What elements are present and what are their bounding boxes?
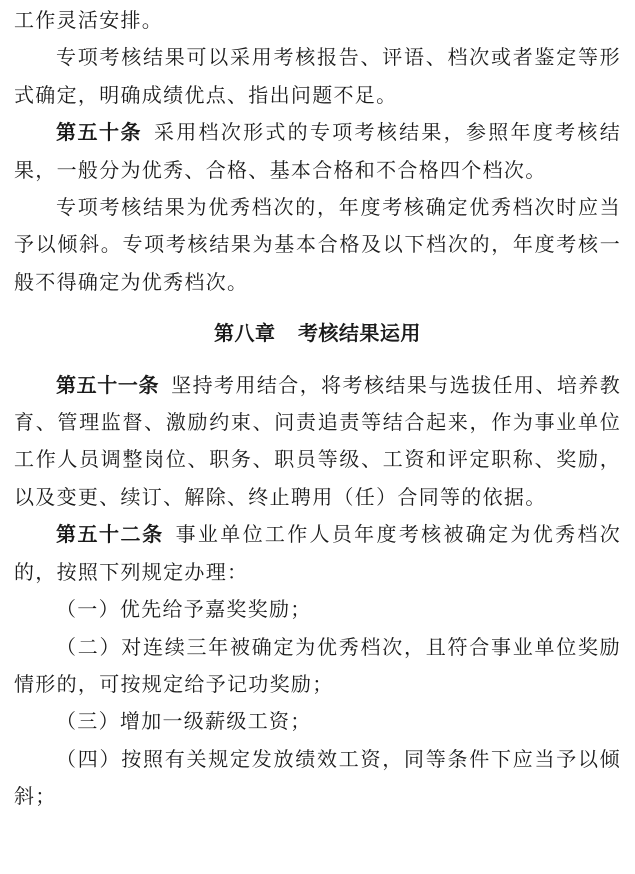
chapter-title: 考核结果运用 <box>297 321 421 346</box>
paragraph-assessment-forms: 专项考核结果可以采用考核报告、评语、档次或者鉴定等形式确定，明确成绩优点、指出问题不足。 <box>14 45 621 107</box>
article-52 <box>14 516 621 591</box>
article-50-text: 采用档次形式的专项考核结果，参照年度考核结果，一般分为优秀、合格、基本合格和不合格四个档次。 <box>14 120 621 182</box>
list-item: （三）增加一级薪级工资； <box>56 709 312 734</box>
chapter-number: 第八章 <box>214 321 276 346</box>
chapter-heading <box>14 315 621 352</box>
article-51 <box>14 367 621 517</box>
article-51-number: 第五十一条 <box>56 372 160 397</box>
article-52-text: 事业单位工作人员年度考核被确定为优秀档次的，按照下列规定办理： <box>14 522 622 584</box>
article-52-number: 第五十二条 <box>56 522 164 547</box>
list-item: （四）按照有关规定发放绩效工资，同等条件下应当予以倾斜； <box>14 746 621 809</box>
article-51-text: 坚持考用结合，将考核结果与选拔任用、培养教育、管理监督、激励约束、问责追责等结合起来，作为事业单位工作人员调整岗位、职务、职员等级、工资和评定职称、奖励，以及变更、续订、解除、终止聘用（任）合同等的依据。 <box>14 372 621 509</box>
list-item: （二）对连续三年被确定为优秀档次，且符合事业单位奖励情形的，可按规定给予记功奖励； <box>14 634 621 696</box>
article-50-number: 第五十条 <box>56 120 142 145</box>
article-50 <box>14 114 621 189</box>
paragraph-continuation: 工作灵活安排。 <box>14 8 164 32</box>
list-item: （一）优先给予嘉奖奖励； <box>56 597 312 622</box>
paragraph-excellent-tilt: 专项考核结果为优秀档次的，年度考核确定优秀档次时应当予以倾斜。专项考核结果为基本合格及以下档次的，年度考核一般不得确定为优秀档次。 <box>14 195 621 294</box>
